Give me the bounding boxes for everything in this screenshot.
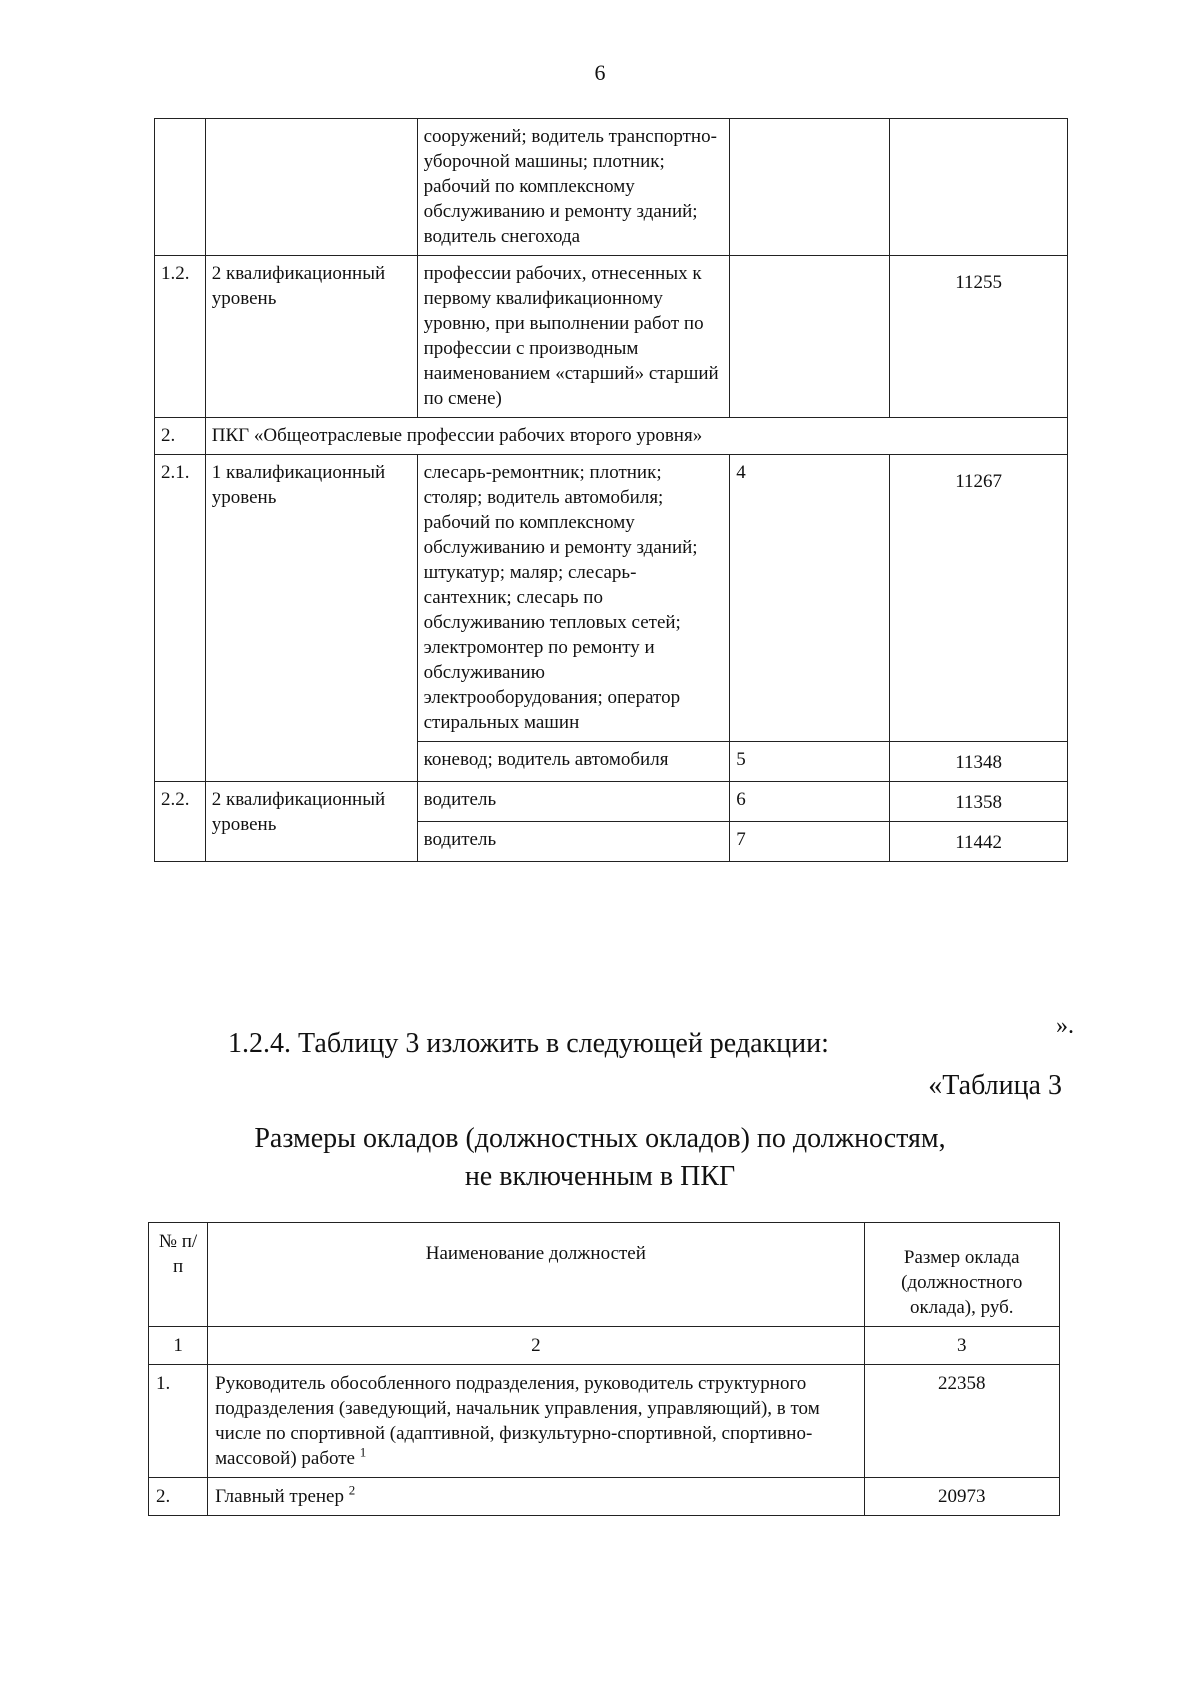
cell-group <box>730 119 890 256</box>
footnote-mark: 2 <box>348 1482 356 1498</box>
cell-num <box>155 119 206 256</box>
index-cell: 3 <box>864 1327 1059 1365</box>
cell-num: 2.1. <box>155 455 206 782</box>
table-row <box>149 1478 1060 1516</box>
table-header-row <box>149 1223 1060 1327</box>
cell-num: 2. <box>149 1478 208 1516</box>
table-index-row <box>149 1327 1060 1365</box>
index-cell: 1 <box>149 1327 208 1365</box>
cell-level <box>205 119 417 256</box>
cell-group: 5 <box>730 742 890 782</box>
cell-group: 6 <box>730 782 890 822</box>
table-row <box>155 455 1068 742</box>
amendment-paragraph: 1.2.4. Таблицу 3 изложить в следующей редакции: <box>228 1028 829 1059</box>
header-size: Размер оклада (должностного оклада), руб. <box>864 1223 1059 1327</box>
header-name: Наименование должностей <box>208 1223 864 1327</box>
salary-table <box>148 1222 1060 1516</box>
heading-line-2: не включенным в ПКГ <box>464 1161 736 1192</box>
index-cell: 2 <box>208 1327 864 1365</box>
cell-salary: 11442 <box>890 822 1068 862</box>
header-num: № п/п <box>149 1223 208 1327</box>
footnote-mark: 1 <box>359 1444 367 1460</box>
cell-salary: 11348 <box>890 742 1068 782</box>
table-row-section <box>155 418 1068 455</box>
cell-professions: слесарь-ремонтник; плотник; столяр; водитель автомобиля; рабочий по комплексному обслуживанию и ремонту зданий; штукатур; маляр; слесарь-сантехник; слесарь по обслуживанию тепловых сетей; электромонтер по ремонту и обслуживанию электрооборудования; оператор стиральных машин <box>417 455 730 742</box>
cell-professions: водитель <box>417 822 730 862</box>
cell-professions: водитель <box>417 782 730 822</box>
cell-level: 1 квалификационный уровень <box>205 455 417 782</box>
page-number: 6 <box>594 60 606 85</box>
table-row <box>155 782 1068 822</box>
cell-name <box>208 1478 864 1516</box>
cell-salary: 11255 <box>890 256 1068 418</box>
position-name: Руководитель обособленного подразделения, руководитель структурного подразделения (заведующий, начальник управления, управляющий), в том числе по спортивной (адаптивной, физкультурно-спортивной, спортивно-массовой) работе <box>215 1373 820 1469</box>
cell-level: 2 квалификационный уровень <box>205 256 417 418</box>
cell-group <box>730 256 890 418</box>
cell-size: 22358 <box>864 1365 1059 1478</box>
cell-name <box>208 1365 864 1478</box>
cell-num: 1. <box>149 1365 208 1478</box>
cell-size: 20973 <box>864 1478 1059 1516</box>
cell-professions: сооружений; водитель транспортно-уборочной машины; плотник; рабочий по комплексному обслуживанию и ремонту зданий; водитель снегохода <box>417 119 730 256</box>
table-heading <box>0 1120 1200 1196</box>
cell-salary <box>890 119 1068 256</box>
position-name: Главный тренер <box>215 1486 344 1507</box>
cell-level: 2 квалификационный уровень <box>205 782 417 862</box>
table-label: «Таблица 3 <box>928 1070 1062 1101</box>
table-row <box>149 1365 1060 1478</box>
cell-num: 1.2. <box>155 256 206 418</box>
closing-quote: ». <box>1056 1013 1074 1039</box>
cell-num: 2. <box>155 418 206 455</box>
cell-num: 2.2. <box>155 782 206 862</box>
cell-salary: 11267 <box>890 455 1068 742</box>
table-row <box>155 119 1068 256</box>
section-title: ПКГ «Общеотраслевые профессии рабочих второго уровня» <box>205 418 1067 455</box>
heading-line-1: Размеры окладов (должностных окладов) по должностям, <box>254 1123 946 1154</box>
cell-group: 7 <box>730 822 890 862</box>
cell-group: 4 <box>730 455 890 742</box>
professions-table <box>154 118 1068 862</box>
cell-professions: профессии рабочих, отнесенных к первому квалификационному уровню, при выполнении работ по профессии с производным наименованием «старший» старший по смене) <box>417 256 730 418</box>
table-row <box>155 256 1068 418</box>
cell-professions: коневод; водитель автомобиля <box>417 742 730 782</box>
cell-salary: 11358 <box>890 782 1068 822</box>
